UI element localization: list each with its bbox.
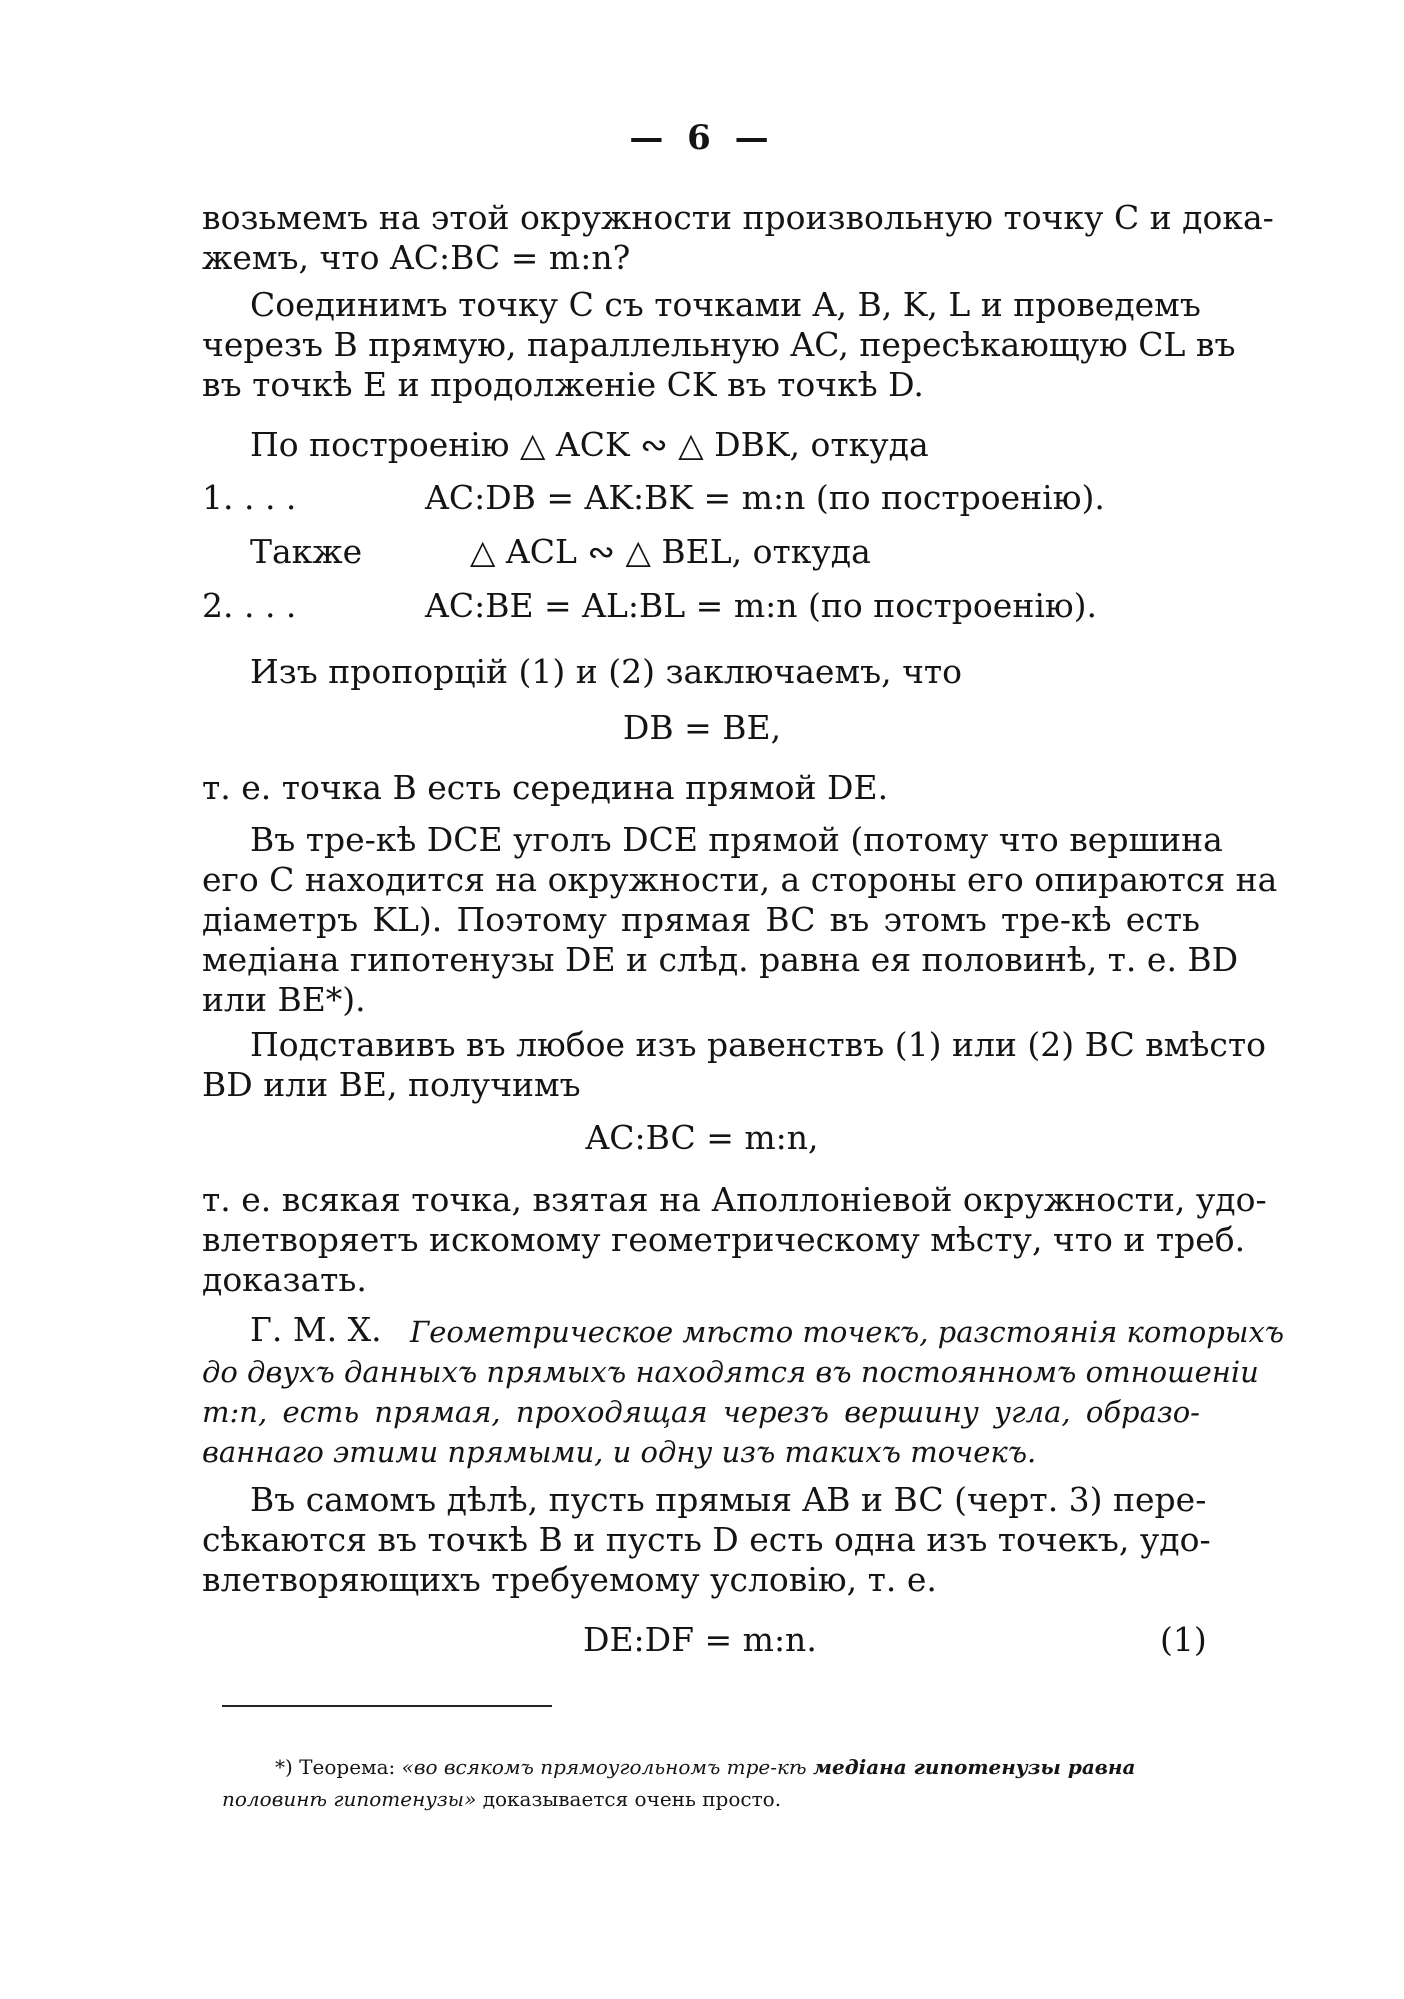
text-line: влетворяетъ искомому геометрическому мѣсту, что и треб. xyxy=(202,1220,1246,1259)
footnote-tail: доказывается очень просто. xyxy=(482,1787,782,1811)
text-line: доказать. xyxy=(202,1260,367,1299)
text-line: По построенію △ ACK ∾ △ DBK, откуда xyxy=(250,425,929,464)
text-line: жемъ, что AC:BC = m:n? xyxy=(202,238,631,277)
footnote-lead: Теорема: xyxy=(299,1755,396,1779)
text-line: △ ACL ∾ △ BEL, откуда xyxy=(470,532,871,571)
equation: DE:DF = m:n. xyxy=(583,1620,817,1659)
equation: AC:BC = m:n, xyxy=(585,1118,819,1157)
text-line: т. е. точка B есть середина прямой DE. xyxy=(202,768,889,807)
equation: AC:DB = AK:BK = m:n (по построенію). xyxy=(425,478,1105,517)
text-line: черезъ B прямую, параллельную AC, пересѣкающую CL въ xyxy=(202,325,1236,364)
text-line: Въ тре-кѣ DCE уголъ DCE прямой (потому что вершина xyxy=(250,820,1223,859)
text-line: т. е. всякая точка, взятая на Аполлоніевой окружности, удо- xyxy=(202,1180,1267,1219)
text-line: влетворяющихъ требуемому условію, т. е. xyxy=(202,1560,937,1599)
footnote-rule xyxy=(222,1705,552,1707)
text-line: возьмемъ на этой окружности произвольную точку C и дока- xyxy=(202,198,1274,237)
text-line: его C находится на окружности, а стороны его опираются на xyxy=(202,860,1278,899)
text-line: діаметръ KL). Поэтому прямая BC въ этомъ тре-кѣ есть xyxy=(202,900,1200,939)
theorem-text: до двухъ данныхъ прямыхъ находятся въ постоянномъ отношеніи xyxy=(202,1355,1259,1389)
text-line: въ точкѣ E и продолженіе CK въ точкѣ D. xyxy=(202,365,924,404)
theorem-text: ваннаго этими прямыми, и одну изъ такихъ точекъ. xyxy=(202,1435,1037,1469)
equation: AC:BE = AL:BL = m:n (по построенію). xyxy=(425,586,1097,625)
text-line: сѣкаются въ точкѣ B и пусть D есть одна изъ точекъ, удо- xyxy=(202,1520,1211,1559)
theorem-label: Г. М. X. xyxy=(250,1310,382,1349)
text-line: Подставивъ въ любое изъ равенствъ (1) или (2) BC вмѣсто xyxy=(250,1025,1266,1064)
footnote-line-2 xyxy=(222,1784,781,1814)
equation-number: (1) xyxy=(1160,1620,1207,1659)
text-line: Также xyxy=(250,532,363,571)
text-line: или BE*). xyxy=(202,980,366,1019)
equation-number: 2. . . . xyxy=(202,586,297,625)
footnote-quote: половинѣ гипотенузы» xyxy=(222,1787,477,1811)
footnote-line-1 xyxy=(275,1752,1135,1782)
theorem-text: m:n, есть прямая, проходящая черезъ вершину угла, образо- xyxy=(202,1395,1200,1429)
footnote-quote-bold: медіана гипотенузы равна xyxy=(812,1755,1136,1779)
text-line: Соединимъ точку C съ точками A, B, K, L и проведемъ xyxy=(250,285,1201,324)
text-line: медіана гипотенузы DE и слѣд. равна ея половинѣ, т. е. BD xyxy=(202,940,1239,979)
text-line: BD или BE, получимъ xyxy=(202,1065,581,1104)
equation: DB = BE, xyxy=(622,708,782,747)
text-line: Изъ пропорцій (1) и (2) заключаемъ, что xyxy=(250,652,963,691)
footnote-quote: «во всякомъ прямоугольномъ тре-кѣ xyxy=(401,1755,807,1779)
footnote-mark: *) xyxy=(275,1755,293,1779)
page-number: — 6 — xyxy=(629,118,775,158)
equation-number: 1. . . . xyxy=(202,478,297,517)
text-line: Въ самомъ дѣлѣ, пусть прямыя AB и BC (черт. 3) пере- xyxy=(250,1480,1207,1519)
theorem-text: Геометрическое мѣсто точекъ, разстоянія которыхъ xyxy=(410,1315,1285,1349)
